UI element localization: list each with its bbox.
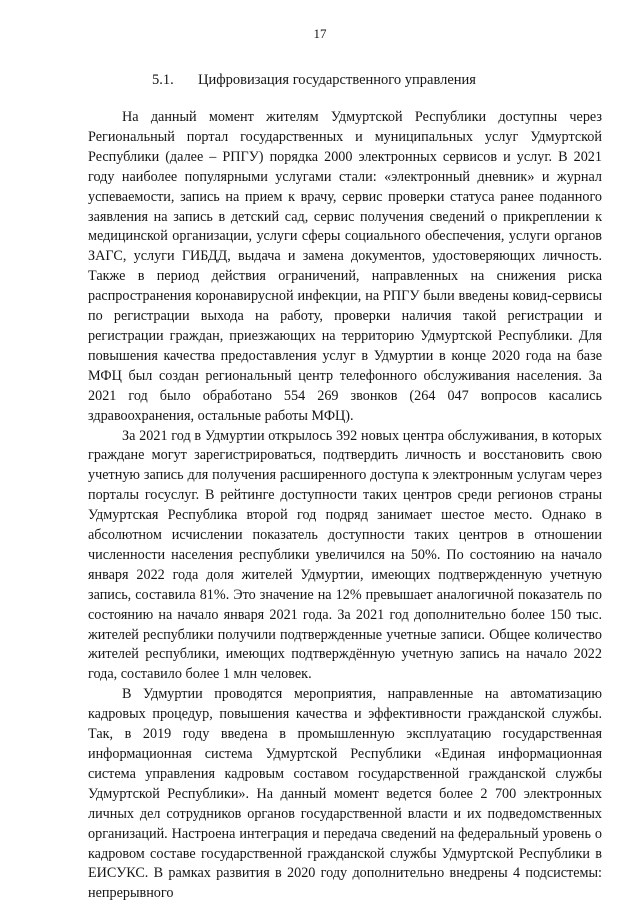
section-number: 5.1. (152, 72, 174, 88)
body-text (88, 108, 602, 904)
section-heading (152, 72, 476, 89)
paragraph-2: За 2021 год в Удмуртии открылось 392 новых центра обслуживания, в которых граждане могут зарегистрироваться, подтвердить личность и восстановить свою учетную запись для получения расширенного доступа к электронным услугам через порталы госуслуг. В рейтинге доступности таких центров среди регионов страны Удмуртская Республика второй год подряд занимает шестое место. Однако в абсолютном исчислении показатель доступности таких центров в отношении численности населения республики увеличился на 50%. По состоянию на начало января 2022 года доля жителей Удмуртии, имеющих подтвержденную учетную запись, составила 81%. Это значение на 12% превышает аналогичной показатель по состоянию на начало января 2021 года. За 2021 год дополнительно более 150 тыс. жителей республики получили подтвержденные учетные записи. Общее количество жителей республики, имеющих подтверждённую учетную запись на начало 2022 года, составило более 1 млн человек. (88, 427, 602, 683)
paragraph-3: В Удмуртии проводятся мероприятия, направленные на автоматизацию кадровых процедур, повышения качества и эффективности гражданской службы. Так, в 2019 году введена в промышленную эксплуатацию государственная информационная система Удмуртской Республики «Единая информационная система управления кадровым составом государственной гражданской службы Удмуртской Республики». На данный момент ведется более 2 700 электронных личных дел сотрудников органов государственной власти и их подведомственных организаций. Настроена интеграция и передача сведений на федеральный уровень о кадровом составе государственной гражданской службы Удмуртской Республики в ЕИСУКС. В рамках развития в 2020 году дополнительно внедрены 4 подсистемы: непрерывного (88, 686, 602, 902)
page-number: 17 (313, 26, 327, 41)
section-title: Цифровизация государственного управления (198, 72, 476, 88)
paragraph-1: На данный момент жителям Удмуртской Республики доступны через Региональный портал государственных и муниципальных услуг Удмуртской Республики (далее – РПГУ) порядка 2000 электронных сервисов и услуг. В 2021 году наиболее популярными услугами стали: «электронный дневник» и журнал успеваемости, запись на прием к врачу, сервис проверки статуса ранее поданного заявления на запись в детский сад, сервис получения сведений о прикреплении к медицинской организации, услуги сферы социального обеспечения, услуги органов ЗАГС, услуги ГИБДД, выдача и замена документов, удостоверяющих личность. Также в период действия ограничений, направленных на снижения риска распространения коронавирусной инфекции, на РПГУ были введены ковид-сервисы по регистрации выхода на работу, проверки наличия такой регистрации и регистрации граждан, приезжающих на территорию Удмуртской Республики. Для повышения качества предоставления услуг в Удмуртии в конце 2020 года на базе МФЦ был создан региональный центр телефонного обслуживания населения. За 2021 год было обработано 554 269 звонков (264 047 вопросов касались здравоохранения, остальные работы МФЦ). (88, 109, 602, 424)
